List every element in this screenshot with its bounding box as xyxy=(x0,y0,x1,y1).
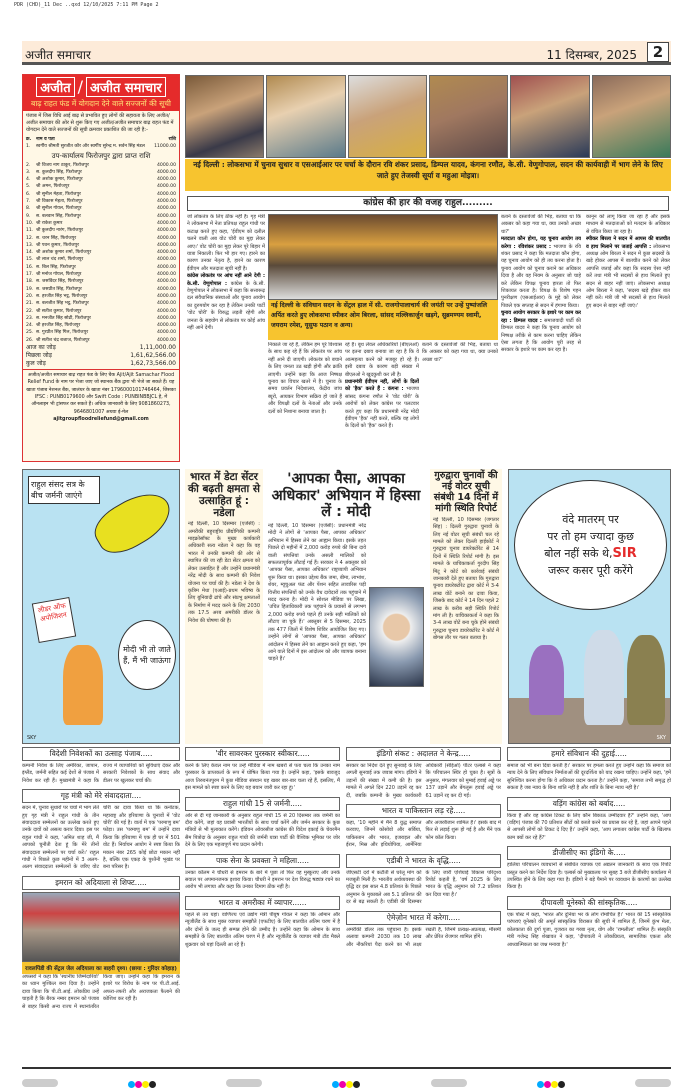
donor-row: 3. स. कुलदीप सिंह, फिरोजपुर 4000.00 xyxy=(26,169,176,175)
issue-date: 11 दिसम्बर, 2025 xyxy=(546,48,637,62)
donor-row: 6. श्री सुनील मेहता, फिरोजपुर 4000.00 xyxy=(26,191,176,197)
section-headline: पाक सेना के प्रवक्ता ने महिला..... xyxy=(185,854,340,868)
airplane-drawing xyxy=(87,483,179,562)
gurdwara-headline: गुरुद्वारा चुनावों की नई वोटर सूची संबंधी 14 दिनों में मांगी स्थिति रिपोर्ट xyxy=(433,470,499,514)
photo-ravi-shankar-prasad xyxy=(185,75,264,158)
section-headline: दीपावली यूनेस्को की सांस्कृतिक..... xyxy=(507,896,671,910)
sir-text: SIR xyxy=(612,546,637,561)
section-headline: हमारे संविधान की दुहाई..... xyxy=(507,747,671,761)
section-body: एक पोस्ट में कहा, 'भारत और दुनिया भर के लोग रोमांचित हैं।' भारत की 15 सांस्कृतिक परंपराएं यूनेस्को की अमूर्त सांस्कृतिक विरासत की सूची में शामिल हैं, जिनमें कुंभ मेला, कोलकाता की दुर्गा पूजा, गुजरात का गरबा नृत्य, योग और 'रामलीला' शामिल हैं। संस्कृति मंत्री गजेन्द्र सिंह शेखावत ने कहा, 'दीपावली ने लोकप्रियता, सामाजिक एकता और आध्यात्मिकता का जश्न मनाया है।' xyxy=(507,911,671,948)
bottom-column-3 xyxy=(346,747,501,1065)
relief-note: अजीत/अजीत समाचार बाढ़ राहत फंड के लिए चैक Ajit/Ajit Samachar Flood Relief Fund के नाम पर भेजा जाए जो स्थानक बैंक द्वारा भी भेजे जा सकते हैं। यह खाता पंजाब नेशनल बैंक, जालंधर के खाता नंबर 1796000101746464, जिसका IFSC : PUNB0179600 और Swift Code : PUNBINBBJCL है, में ऑनलाइन भी ट्रांसफर कर सकते हैं। अधिक जानकारी के लिए 9081860273, 9646801007 अथवा ई-मेल ajitgroupfloodreliefund@gmail.com xyxy=(23,369,179,425)
donor-row: 25. स. गुरप्रीत सिंह गिल, फिरोजपुर 4000.00 xyxy=(26,330,176,336)
donor-row: 16. स. बिल सिंह, फिरोजपुर 4000.00 xyxy=(26,264,176,270)
article-col-2: निकाले जा रहे हैं, लेकिन हम पूरे विश्वास के साथ कह रहे हैं कि लोकतंत्र पर आंच नहीं आने दी जाएगी। लोकतंत्र को बचाने के लिए जनता उठ खड़ी होगी और क्रांति लाएगी। उन्होंने कहा कि आज निष्पक्ष चुनाव का विचार खतरे में है। चुनाव के समय प्रवर्तन निदेशालय, केंद्रीय जांच ब्यूरो, आयकर विभाग सक्रिय हो जाते हैं और विपक्षी दलों के नेताओं और उनके दलों को निशाना बनाया जाता है। xyxy=(268,342,342,415)
donor-row: 18. स. जसविंदर सिंह, फिरोजपुर 4000.00 xyxy=(26,279,176,285)
donor-row: 17. श्री मनोज गोयल, फिरोजपुर 4000.00 xyxy=(26,272,176,278)
section-headline: 'वीर सावरकर पुरस्कार स्वीकार..... xyxy=(185,747,340,761)
section-headline: भारत व अमरीका में व्यापार...... xyxy=(185,896,340,910)
col-amount: राशि xyxy=(168,137,176,142)
section-headline: गृह मंत्री को मेरे संवाददाता.... xyxy=(22,789,180,803)
section-body: पहले से तय यहां। वाणिज्य एवं उद्योग मंत्री पीयूष गोयल ने कहा कि ओमान और न्यूजीलैंड के साथ मुक्त व्यापार समझौते (एफटीए) के लिए बातचीत अंतिम चरण में है और दोनों के जल्द ही सम्पन्न होने की उम्मीद है। उन्होंने कहा कि ओमान के साथ समझौते के लिए बातचीत अंतिम चरण में है और न्यूजीलैंड के व्यापार मंत्री टॉड मैक्ले शुक्रवार को यहां दिल्ली आ रहे हैं। xyxy=(185,911,340,948)
col-no: क्र. xyxy=(26,137,32,142)
cartoon-sign: लीडर ऑफ अपोजिशन xyxy=(32,597,76,643)
donor-row: 19. स. जसप्रीत सिंह, फिरोजपुर 4000.00 xyxy=(26,286,176,292)
relief-fund-box xyxy=(22,74,180,462)
cartoon-figure-b xyxy=(627,635,665,725)
section-headline: डीजीसीए का इंडिगो के..... xyxy=(507,846,671,860)
donor-row: 7. श्री विकास मेहता, फिरोजपुर 4000.00 xyxy=(26,199,176,205)
section-headline: विदेशी निवेशकों का उत्साह पंजाब..... xyxy=(22,747,180,761)
photo-mahua-moitra xyxy=(592,75,671,158)
grand-total: 1,62,73,566.00 xyxy=(130,360,176,368)
registration-marks xyxy=(22,1073,671,1092)
bottom-column-2 xyxy=(185,747,340,1065)
section-body: किया है और वह कांग्रेस टिकट के लिए कौन बिकाऊ उम्मीदवार है?' उन्होंने कहा, 'आप (वड़िंग) पंजाब की 70 प्रतिशत सीटों को कब्जे करने का प्रयास कर रहे हैं, जहां आपने पहले से आपसी लोगों को टिकट दे दिए हैं।' उन्होंने कहा, 'आप लगातार कांग्रेस पार्टी के खिलाफ काम क्यों कर रहे हैं?' xyxy=(507,812,671,841)
donor-row: 21. स. बलजीत सिंह भट्ठ, फिरोजपुर 4000.00 xyxy=(26,301,176,307)
photo-kc-venugopal xyxy=(429,75,508,158)
photo-kangana-ranaut xyxy=(348,75,427,158)
donor-row: 4. श्री अशोक कुमार, फिरोजपुर 4000.00 xyxy=(26,177,176,183)
cartoon-rahul-germany xyxy=(22,469,180,744)
grand-label: कुल जोड़ xyxy=(26,360,46,368)
article-col-3: रहे हैं। बूथ लेवल अधिकारियों (बीएलओ) पर इतना दबाव बनाया जा रहा है कि वे आत्महत्या करने को मजबूर हो रहे हैं। इसी दबाव के कारण बड़ी संख्या में बीएलओ ने खुदकुशी कर ली है। प्रधानमंत्री ईवीएम नहीं, लोगों के दिलों को 'हैक' करते हैं : कंगना : भाजपा सांसद कंगना रणौत ने 'वोट चोरी' के आरोपों को लेकर कांग्रेस पर पलटवार करते हुए कहा कि प्रधानमंत्री नरेंद्र मोदी ईवीएम 'हैक' नहीं करते, बल्कि वह लोगों के दिलों को 'हैक' करते हैं। xyxy=(345,342,419,430)
adiala-jail-photo xyxy=(22,892,180,962)
donor-row: 2. श्री विजय नाग ठाकुर, फिरोजपुर 4000.00 xyxy=(26,162,176,168)
section-body: समाज को भी बना दिया करती है।' सरकार पर हमला करते हुए उन्होंने कहा कि समाज को न्याय देने के लिए संविधान निर्माताओं की दूरदर्शिता को याद रखना चाहिए। उन्होंने कहा, 'हमें सुनिश्चित करना होगा कि वे अधिकार प्रदान करता है।' उन्होंने कहा, 'समाज तभी समृद्ध हो सकता है जब न्याय के बिना शांति नहीं है और शांति के बिना न्याय नहीं है।' xyxy=(507,763,671,792)
section-headline: एडीबी ने भारत के वृद्धि..... xyxy=(346,854,501,868)
today-total: 1,11,000.00 xyxy=(139,344,176,352)
bottom-rule xyxy=(22,1067,671,1069)
donor-row: 8. श्री सुनील गोयल, फिरोजपुर 4000.00 xyxy=(26,206,176,212)
donor-row: 22. श्री सतीश कुमार, फिरोजपुर 4000.00 xyxy=(26,308,176,314)
donor-row: 1. स्वर्गीय श्रीमती सुरजीत कौर और स्वर्गीय सुरेन्द्र म. सर्वन सिंह मंडल 11000.00 xyxy=(26,144,176,150)
donor-row: 9. स. बलवान सिंह, फिरोजपुर 4000.00 xyxy=(26,213,176,219)
relief-fund-title: बाढ़ राहत फंड में योगदान देने वाले सज्जनों की सूची xyxy=(31,99,171,108)
section-body: अफसरों ने कहा कि 'स्थानीय जिम्मेदारियों' का ध्यान मुश्किल बना दिया है। उन्होंने दावा किया कि पी.टी.आई. लोकप्रिय उन्हें चाहती है कि बैरक नम्बर इमरान को पंजाब से बाहर किसी अन्य राज्य में स्थानांतरित किया जाए। उन्होंने कहा कि इमरान के इशारे पर विरोध के नाम पर पी.टी.आई. अफरा-तफरी और अराजकता फैलाने की कोशिश कर रही है। xyxy=(22,973,180,1010)
cartoon-caption: राहुल संसद सत्र के बीच जर्मनी जाएंगे xyxy=(28,476,100,504)
relief-subhead: उप-कार्यालय फिरोजपुर द्वारा प्राप्त राशि xyxy=(51,151,151,160)
donor-row: 10. श्री राकेश कुमार 4000.00 xyxy=(26,220,176,226)
bottom-column-4 xyxy=(507,747,671,1065)
section-body: ओर से दी गई जानकारी के अनुसार राहुल गांधी 15 से 20 दिसम्बर तक जर्मनी का दौरा करेंगे, जहां वह प्रवासी भारतीयों के साथ चर्चा करेंगे और जर्मन सरकार के कुछ मंत्रियों से भी मुलाकात करेंगे। इंडियन ओवरसीज कांग्रेस की विदेश इकाई के चेयरमैन सैम पित्रोदा के अनुसार राहुल गांधी की जर्मनी यात्रा पार्टी की वैश्विक भूमिका पर जोर देने के लिए एक महत्वपूर्ण मंच प्रदान करेगी। xyxy=(185,812,340,849)
section-body: हालिया परिचालन व्यवधानों से संबंधित व्यापक एवं अद्यतन जानकारी के साथ एक रिपोर्ट प्रस्तुत करने का निर्देश दिया है। एल्बर्स को मुख्यालय पर सुबह 3 बजे डीजीसीए कार्यालय में उपस्थित होने के लिए कहा गया है। इंडिगो ने बड़े पैमाने पर व्यवधान के कारणों का उल्लेख किया है। xyxy=(507,862,671,891)
section-body: कम्पनी निवेश के लिए अमेरिका, जापान, इंग्लैंड, जर्मनी सहित कई देशों से पंजाब में निवेश कर रही हैं। मुख्यमंत्री ने कहा कि राज्य में व्यापारियों को सुविधाएं देकर और सरकारी निवेशकों के साथ संवाद और डीलर पर खुलकर चर्चा की। xyxy=(22,763,180,784)
article-col-5: बताने के दस्तावेजों की भिड़, बताया था कि अकबर को कहा गया था, क्या उनको अच्छा था?' मतदाता कौन होगा, यह चुनाव आयोग तय करेगा : रविशंकर प्रसाद : भाजपा के रवि शंकर प्रसाद ने कहा कि मतदाता कौन होगा, यह चुनाव आयोग को ही तय करना होता है। चुनाव आयोग को चुनाव कराने का अधिकार दिया है और वह नियम के अनुसार जो चाहे करे लेकिन विपक्ष चुनाव हारता तो फिर शिकायत करता है। विपक्ष के विशेष गहन पुनरीक्षण (एसआईआर) के मुद्दे को लेकर पिछले एक सप्ताह से सदन में हंगामा किया। चुनाव आयोग सरकार के इशारे पर काम कर रहा : डिम्पल यादव : समाजवादी पार्टी की डिम्पल यादव ने कहा कि चुनाव आयोग को निष्पक्ष तरीके से काम करना चाहिए लेकिन ऐसा लगता है कि आयोग पूरी तरह से सरकार के इशारे पर काम कर रहा है। xyxy=(501,214,581,354)
page-number: 2 xyxy=(647,42,669,62)
print-slug: PDR (CHD)_11 Dec ..qxd 12/10/2025 7:11 PM Page 2 xyxy=(14,2,159,8)
section-body: उनका कॉलम ने चौधरी से इमरान के बारे में पूछा तो फिर वह मुस्कुराए और उनके सवाल पर अपमानजनक इशारा किया। चौधरी ने इमरान पर देश विरुद्ध षड्यंत्र रचने का आरोप भी लगाया और कहा कि उनका दिमाग ठीक नहीं है। xyxy=(185,869,340,891)
section-body: कहा, '10 महीने में मैंने 8 युद्ध समाप्त करवाए, जिनमें कोसोवो और सर्बिया, पाकिस्तान और भारत, इजराइल और ईरान, मिस्र और इथियोपिया, आर्मेनिया और अजरबैजान शामिल हैं।' इसके बाद में फिर से लड़ाई शुरू हो गई है और मैंने एक फोन कॉल किया। xyxy=(346,820,501,849)
relief-email[interactable]: ajitgroupfloodreliefund@gmail.com xyxy=(53,416,149,422)
section-body: सरकार का निर्देश देते हुए सुनवाई के लिए अगली सुनवाई तक जवाब मांगा। इंडिगो ने उड़ानों की संख्या में कमी की है। इस मामले में अगले दिन 220 उड़ानें रद्द कर दीं, जबकि कम्पनी के मुख्य कार्यकारी अधिकारी (सीईओ) पीटर एल्बर्स ने कहा कि परिचालन स्थिर हो चुका है। सूत्रों के अनुसार, मंगलवार को मुम्बई हवाई अड्डे पर 137 उड़ानें और बेंगलूरू हवाई अड्डे पर 61 उड़ानें रद्द कर दी गईं। xyxy=(346,763,501,799)
nadella-headline: भारत में डेटा सेंटर की बढ़ती क्षमता से उत्साहित हूं : नडेला xyxy=(188,471,260,520)
section-body: करने के लिए केवल नाम पर उन्हें मीडिया में नाम खबरों से पता चला कि उनका नाम पुरस्कार के प्राप्तकर्ता के रूप में घोषित किया गया है। उन्होंने कहा, 'इसके बावजूद आज तिरुवनंतपुरम में कुछ मीडिया संस्थान यह खबर बार-बार चला रहे हैं, इसलिए, मैं इस मामले को स्पष्ट करने के लिए यह बयान जारी कर रहा हूं।' xyxy=(185,763,340,792)
donor-row: 11. श्री कुलदीप नारंग, फिरोजपुर 4000.00 xyxy=(26,228,176,234)
section-headline: भारत व पाकिस्तान लड़ रहे..... xyxy=(346,804,501,818)
relief-fund-header: अजीत / अजीत समाचार बाढ़ राहत फंड में योगदान देने वाले सज्जनों की सूची xyxy=(23,75,179,111)
donor-row: 15. श्री लाल चंद शर्मा, फिरोजपुर 4000.00 xyxy=(26,257,176,263)
paper-name: अजीत समाचार xyxy=(25,48,91,62)
bottom-column-1 xyxy=(22,747,180,1065)
relief-intro: पंजाब में जिस विधि आई बाढ़ से प्रभावित हुए लोगों की सहायता के लिए अजीत/अजीत समाचार की ओर से शुरू किए गए अजीत/अजीत समाचार बाढ़ राहत फंड में योगदान देने वाले सज्जनों की सूची क्रमवार प्रकाशित की जा रही है:- xyxy=(26,113,174,133)
section-body: सदन में, चुनाव सुधारों पर चर्चा में भाग लेते हुए गृह मंत्री ने राहुल गांधी के तीन संवाददाता सम्मेलनों का उल्लेख करते हुए उनके दावों को असत्य करार दिया। इस पर राहुल गांधी ने कहा, 'अमित शाह जी, मैं आपको चुनौती देता हूं कि मेरे तीनों संवाददाता सम्मेलनों पर चर्चा करें।' राहुल गांधी ने पिछले कुछ महीनों में 3 अलग-अलग संवाददाता सम्मेलनों के जरिए वोट चोरी का दावा किया था कि कर्नाटक, महाराष्ट्र और हरियाणा के चुनावों में 'वोट चोरी' की गई है। वार्ता में एक 'परमाणु बम' फोड़ा। उस 'परमाणु बम' में उन्होंने दावा किया कि हरियाणा में एक ही घर में 501 वोट हैं। निर्वाचन आयोग ने स्पष्ट किया कि मकान नंबर 265 कोई छोटा मकान नहीं है, बल्कि एक एकड़ के पुश्तैनी भूखंड पर बना परिसर है। xyxy=(22,805,180,871)
rajagopalachari-tribute-photo xyxy=(268,214,498,300)
gurdwara-body: नई दिल्ली, 10 दिसम्बर (जगतार सिंह) : दिल्ली गुरुद्वारा चुनावों के लिए नई वोटर सूची संबंधी चल रहे मामले को लेकर दिल्ली हाईकोर्ट ने गुरुद्वारा चुनाव डायरेक्टोरेट से 14 दिनों में स्थिति रिपोर्ट मांगी है। इस मामले के याचिकाकर्ता गुरदीप सिंह मिंटू ने कोर्ट को कार्रवाई संबंधी जानकारी देते हुए बताया कि गुरुद्वारा चुनाव डायरेक्टोरेट द्वारा कोर्ट में 3-4 लाख वोटें बनाने का दावा किया, जिसके बाद कोर्ट ने 14 दिन पहले 2 लाख के करीब सही स्थिति रिपोर्ट मांग ली है। याचिकाकर्ता ने कहा कि 3-4 लाख वोटें बना चुके होने संबंधी गुरुद्वारा चुनाव डायरेक्टोरेट ने कोर्ट में बोगस तौर पर गलत बताया है। xyxy=(433,516,499,642)
top-photo-caption: नई दिल्ली : लोकसभा में चुनाव सुधार व एसआईआर पर चर्चा के दौरान रवि शंकर प्रसाद, डिम्पल यादव, कंगना रणौत, के.सी. वेणुगोपाल, सदन की कार्यवाही में भाग लेने के लिए जाते हुए तेजस्वी सूर्या व महुआ मोइत्रा। xyxy=(185,159,671,191)
section-body: जीएसटी दरों में कटौती से घरेलू मांग को मजबूती मिली है। भारतीय अर्थव्यवस्था की वृद्धि दर इस साल 4.8 प्रतिशत के पिछले अनुमान के मुकाबले अब 5.1 प्रतिशत की दर से बढ़ सकती है। एडीबी की दिसम्बर के लिए जारी एशियाई विकास परिदृश्य रिपोर्ट कहती है, 'वर्ष 2025 के लिए भारत के वृद्धि अनुमान को 7.2 प्रतिशत कर दिया गया है।' xyxy=(346,869,501,906)
donor-row: 12. स. चरन सिंह, फिरोजपुर 4000.00 xyxy=(26,235,176,241)
cartoon-vande-mataram xyxy=(508,469,671,744)
donor-row: 23. स. मनजीत सिंह सोढी, फिरोजपुर 4000.00 xyxy=(26,315,176,321)
donor-row: 5. श्री अमन, फिरोजपुर 4000.00 xyxy=(26,184,176,190)
modi-photo xyxy=(369,587,424,687)
section-headline: राहुल गांधी 15 से जर्मनी..... xyxy=(185,797,340,811)
brand-ajit: अजीत xyxy=(36,77,74,97)
photo-strip xyxy=(185,75,671,158)
tribute-photo-caption: नई दिल्ली के संविधान सदन के सेंट्रल हाल में सी. राजगोपालाचार्य की जयंती पर उन्हें पुष्पांजलि अर्पित करते हुए लोकसभा स्पीकर ओम बिरला, सांसद मल्लिकार्जुन खड़गे, सुब्रमण्यम स्वामी, जयराम रमेश, यूसुफ पठान व अन्य। xyxy=(268,300,498,340)
cartoon-reporter xyxy=(529,645,564,715)
section-headline: इमरान को अदियाला से शिफ्ट..... xyxy=(22,876,180,890)
donor-row: 14. श्री अशोक कुमार शर्मा, फिरोजपुर 4000.00 xyxy=(26,250,176,256)
photo-caption: रावलपिंडी की सेंट्रल जेल अदियाला का बाहरी दृश्य। (छाया : गुरिंदर कोहाड़) xyxy=(22,962,180,974)
cartoon-credit-right: SKY xyxy=(656,735,666,741)
article-col-1: जो लोकतंत्र के लिए ठीक नहीं है। गृह मंत्री ने लोकसभा में नेता प्रतिपक्ष राहुल गांधी पर कटाक्ष करते हुए कहा, 'ईवीएम को दलील चलने वाली अब वोट चोरी का मुद्दा लेकर आए।' वोट चोरी का मुद्दा लेकर पूरे बिहार में यात्रा निकाली। फिर भी हार गए। हारने का कारण उनका नेतृत्व है, हारने का कारण ईवीएम और मतदाता सूची नहीं है। कांग्रेस लोकतंत्र पर आंच नहीं आने देगी : के.सी. वेणुगोपाल : कांग्रेस के के.सी. वेणुगोपाल ने लोकसभा में कहा कि सत्तारूढ़ दल संवैधानिक संस्थाओं और चुनाव आयोग का दुरुपयोग कर रहा है लेकिन उनकी पार्टी 'वोट चोरी' के विरुद्ध लड़ती रहेगी और जनता के सहयोग से लोकतंत्र पर कोई आंच नहीं आने देगी। xyxy=(187,214,265,332)
modi-body: नई दिल्ली, 10 दिसम्बर (एजेंसी): प्रधानमंत्री नरेंद्र मोदी ने लोगों से 'आपका पैसा, आपका अधिकार' अभियान में हिस्सा लेने का आह्वान किया। इसके तहत पिछले दो महीनों में 2,000 करोड़ रुपये की बिना दावे वाली संपत्तियां उनके असली मालिकों को सफलतापूर्वक लौटाई गई हैं। सरकार ने 4 अक्तूबर को 'आपका पैसा, आपका अधिकार' राष्ट्रव्यापी अभियान शुरू किया था। इसका उद्देश्य बैंक जमा, बीमा, लाभांश, शेयर, म्यूचुअल फंड और पेंशन सहित लावारिस पड़ी वित्तीय संपत्तियों को उनके वैध दावेदारों तक पहुंचाने में मदद करना है। मोदी ने सोशल मीडिया पर लिखा, 'उचित हिताधिकारी तक पहुंचाने के प्रयासों से लगभग 2,000 करोड़ रुपये पहले ही उनके सही मालिकों को लौटाए जा चुके हैं।' अक्तूबर से 5 दिसम्बर, 2025 तक 477 जिलों में विशेष शिविर आयोजित किए गए। उन्होंने लोगों से 'आपका पैसा, आपका अधिकार' आंदोलन में हिस्सा लेने का आह्वान करते हुए कहा, 'हम आने वाले दिनों में इस आंदोलन को और व्यापक बनाना चाहते हैं।' xyxy=(268,523,366,663)
section-headline: इंडिगो संकट : अदालत ने केन्द्र..... xyxy=(346,747,501,761)
prev-total: 1,61,62,566.00 xyxy=(130,352,176,360)
nadella-body: नई दिल्ली, 10 दिसम्बर (एजेंसी) : अमरीकी बहुराष्ट्रीय प्रौद्योगिकी कम्पनी माइक्रोसॉफ्ट के मुख्य कार्यकारी अधिकारी सत्य नडेला ने कहा कि वह भारत में उनकी कम्पनी की ओर से स्थापित की जा रही डेटा सेंटर क्षमता को लेकर उत्साहित हैं और उन्होंने प्रधानमंत्री नरेंद्र मोदी के साथ कम्पनी की निवेश योजना पर चर्चा की है। नडेला ने देश के कृत्रिम मेधा (एआई)-प्रथम भविष्य के लिए बुनियादी ढांचे और संप्रभु क्षमताओं के निर्माण में मदद करने के लिए 2030 तक 17.5 अरब अमरीकी डॉलर के निवेश की घोषणा की है। xyxy=(188,521,260,624)
donor-row: 26. श्री सतीश चंद्र बजाज, फिरोजपुर 4000.00 xyxy=(26,337,176,343)
section-headline: वड़िंग कांग्रेस को बर्बाद..... xyxy=(507,797,671,811)
photo-dimple-yadav xyxy=(266,75,345,158)
cartoon-credit: SKY xyxy=(27,735,37,741)
section-headline: ऐमेज़ोन भारत में करेगा..... xyxy=(346,911,501,925)
article-col-4: बताने के दस्तावेजों की भिड़, बताया था कि अकबर को कहा गया था, क्या उनको अच्छा था?' xyxy=(422,342,498,363)
cartoon-speech-right: वंदे मातरम् पर पर तो हम ज्यादा कुछ बोल नहीं सके थे,SIR जरूर कसर पूरी करेंगे xyxy=(514,480,667,610)
article-col-6: कानून को लागू किया जा रहा है और इसके माध्यम से मतदाताओं को मतदान के अधिकार से वंचित किया जा रहा है। स्पीकर बिरला ने सदन में आपस की बातचीत व हाथ मिलाने पर जताई आपत्ति : लोकसभा अध्यक्ष ओम बिरला ने सदन में कुछ सदस्यों के खड़े होकर आपस में बातचीत करने को लेकर आपत्ति जताई और कहा कि सदस्य ऐसा नहीं करें तथा मंत्री भी सदस्यों से हाथ मिलाते हुए सदन से बाहर नहीं जाएं। लोकसभा अध्यक्ष ओम बिरला ने कहा, 'सदस्य खड़े होकर बात नहीं करें। मंत्री जी भी सदस्यों से हाथ मिलाते हुए सदन से बाहर नहीं जाएं।' xyxy=(586,214,670,309)
modi-headline: 'आपका पैसा, आपका अधिकार' अभियान में हिस्सा लें : मोदी xyxy=(271,471,421,521)
gurdwara-article xyxy=(430,469,502,744)
cartoon-figure xyxy=(63,645,103,725)
col-name: नाम व पता xyxy=(36,137,55,142)
today-label: आज का जोड़ xyxy=(26,344,56,352)
donor-row: 20. स. हरजीत सिंह भट्ठ, फिरोजपुर 4000.00 xyxy=(26,293,176,299)
photo-tejasvi-surya xyxy=(510,75,589,158)
section-body: अमरीकी डॉलर तक पहुंचाना है। इसके अलावा कम्पनी 2030 तक 10 लाख और नौकरियां पैदा करने का भी लक्ष्य रखती है, जिनमें प्रत्यक्ष-अप्रत्यक्ष, मौसमी और प्रेरित रोजगार शामिल होंगे। xyxy=(346,926,501,948)
donor-row: 13. श्री पवन कुमार, फिरोजपुर 4000.00 xyxy=(26,242,176,248)
page-header xyxy=(22,41,671,65)
modi-article xyxy=(266,469,426,744)
cartoon-speech: मोदी भी तो जाते हैं, मैं भी जाऊंगा xyxy=(118,620,176,690)
brand-ajit-samachar: अजीत समाचार xyxy=(86,77,166,97)
donor-row: 24. श्री हरजीत सिंह, फिरोजपुर 4000.00 xyxy=(26,323,176,329)
prev-label: पिछला जोड़ xyxy=(26,352,52,360)
congress-headline: कांग्रेस की हार की वजह राहुल......... xyxy=(187,196,669,211)
nadella-article xyxy=(185,469,263,744)
cartoon-figure-a xyxy=(584,630,624,725)
